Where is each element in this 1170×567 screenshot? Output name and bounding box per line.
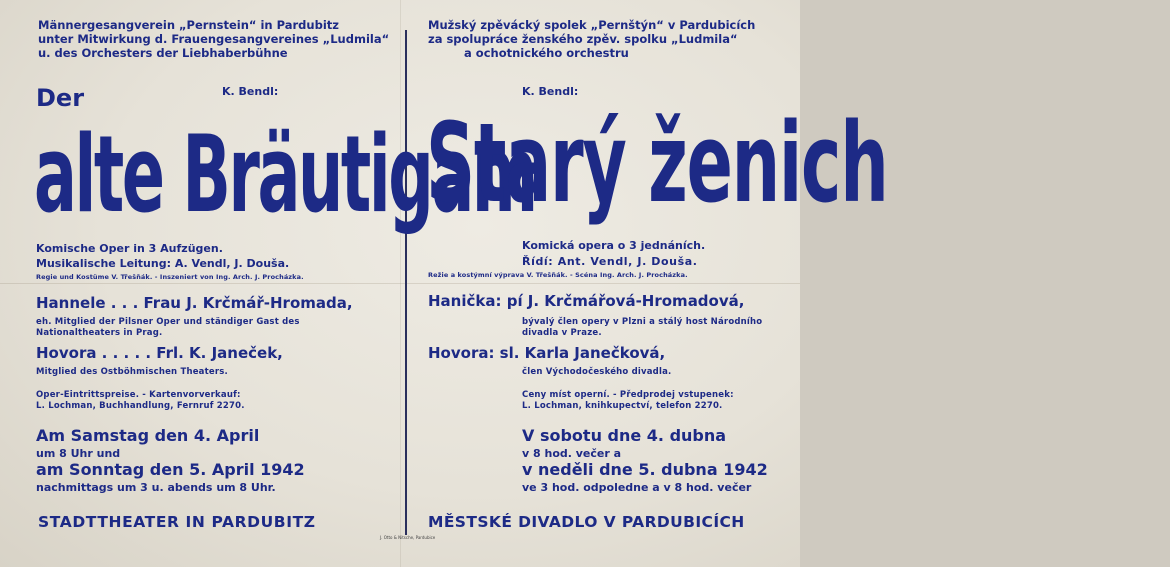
german-role1: Hannele . . . Frau J. Krčmář-Hromada, [36, 294, 353, 312]
german-title-article: Der [36, 84, 85, 112]
czech-role2-note: člen Východočeského divadla. [522, 367, 672, 377]
czech-musical-direction: Řídí: Ant. Vendl, J. Douša. [522, 255, 698, 268]
german-prices: Oper-Eintrittspreise. - Kartenvorverkauf: [36, 390, 241, 400]
german-opera-info: Komische Oper in 3 Aufzügen. [36, 242, 223, 255]
czech-time1: v 8 hod. večer a [522, 447, 622, 460]
czech-title-wrap [426, 99, 888, 230]
german-time2: nachmittags um 3 u. abends um 8 Uhr. [36, 481, 276, 494]
czech-role1: Hanička: pí J. Krčmářová-Hromadová, [428, 292, 745, 310]
czech-time2: ve 3 hod. odpoledne a v 8 hod. večer [522, 481, 752, 494]
czech-venue: MĚSTSKÉ DIVADLO V PARDUBICÍCH [428, 513, 745, 531]
german-direction-line: Regie und Kostüme V. Třešňák. - Inszeniert von Ing. Arch. J. Procházka. [36, 273, 304, 281]
german-venue: STADTTHEATER IN PARDUBITZ [38, 513, 316, 531]
german-composer: K. Bendl: [222, 85, 279, 98]
german-role1-note: eh. Mitglied der Pilsner Oper und ständiger Gast des Nationaltheaters in Prag. [36, 317, 300, 338]
czech-composer: K. Bendl: [522, 85, 579, 98]
czech-opera-info: Komická opera o 3 jednáních. [522, 239, 706, 252]
german-time1: um 8 Uhr und [36, 447, 121, 460]
german-title-wrap [34, 113, 536, 236]
german-date2: am Sonntag den 5. April 1942 [36, 460, 305, 479]
czech-role2: Hovora: sl. Karla Janečková, [428, 344, 666, 362]
column-divider [405, 30, 407, 535]
czech-header: Mužský zpěvácký spolek „Pernštýn“ v Pardubicích za spolupráce ženského zpěv. spolku „Ludmila“ a ochotnického orchestru [428, 18, 756, 60]
german-title: alte Bräutigam [34, 113, 536, 236]
czech-direction-line: Režie a kostýmní výprava V. Třešňák. - Scéna Ing. Arch. J. Procházka. [428, 271, 688, 279]
czech-prices: Ceny míst operní. - Předprodej vstupenek: [522, 390, 734, 400]
czech-role1-note: bývalý člen opery v Plzni a stálý host Národního divadla v Praze. [522, 317, 763, 338]
fold-crease-vertical [400, 0, 401, 567]
czech-date2: v neděli dne 5. dubna 1942 [522, 460, 768, 479]
printer-imprint: J. Otto & Nitsche, Pardubice [380, 535, 436, 540]
german-date1: Am Samstag den 4. April [36, 426, 260, 445]
czech-date1: V sobotu dne 4. dubna [522, 426, 727, 445]
german-role2-note: Mitglied des Ostböhmischen Theaters. [36, 367, 228, 377]
german-musical-direction: Musikalische Leitung: A. Vendl, J. Douša. [36, 257, 290, 270]
czech-box-office: L. Lochman, knihkupectví, telefon 2270. [522, 401, 723, 411]
czech-title: Starý ženich [426, 99, 888, 227]
german-box-office: L. Lochman, Buchhandlung, Fernruf 2270. [36, 401, 245, 411]
german-role2: Hovora . . . . . Frl. K. Janeček, [36, 344, 283, 362]
german-header: Männergesangverein „Pernstein“ in Pardubitz unter Mitwirkung d. Frauengesangvereines „Ludmila“ u. des Orchesters der Liebhaberbühne [38, 18, 390, 60]
